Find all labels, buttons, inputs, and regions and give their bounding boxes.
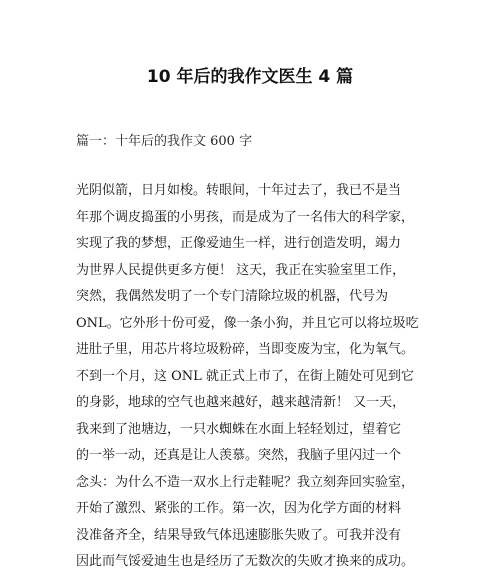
- section-heading: 篇一：十年后的我作文 600 字: [76, 134, 253, 149]
- text-line: ONL。它外形十份可爱，像一条小狗，并且它可以将垃圾吃: [76, 315, 419, 331]
- text-line: 我来到了池塘边，一只水蜘蛛在水面上轻轻划过，望着它: [76, 421, 402, 437]
- text-line: 开始了激烈、紧张的工作。第一次，因为化学方面的材料: [76, 501, 402, 516]
- text-line: 因此而气馁爱迪生也是经历了无数次的失败才换来的成功。: [76, 554, 415, 569]
- text-line: 实现了我的梦想，正像爱迪生一样，进行创造发明，竭力: [76, 236, 402, 251]
- text-line: 进肚子里，用芯片将垃圾粉碎，当即变废为宝，化为氧气。: [76, 342, 415, 357]
- text-line: 年那个调皮捣蛋的小男孩，而是成为了一名伟大的科学家，: [76, 209, 415, 225]
- body-text: [76, 182, 424, 580]
- text-line: 为世界人民提供更多方便！ 这天，我正在实验室里工作，: [76, 262, 406, 278]
- text-line: 光阴似箭，日月如梭。转眼间，十年过去了，我已不是当: [76, 183, 402, 198]
- document-title: 10 年后的我作文医生 4 篇: [146, 67, 354, 87]
- text-line: 突然，我偶然发明了一个专门清除垃圾的机器，代号为: [76, 289, 389, 304]
- text-line: 的身影，地球的空气也越来越好，越来越清新！ 又一天，: [76, 395, 406, 410]
- text-line: 不到一个月，这 ONL 就正式上市了，在街上随处可见到它: [76, 368, 414, 384]
- text-line: 的一举一动，还真是让人羡慕。突然，我脑子里闪过一个: [76, 448, 402, 463]
- text-line: 没准备齐全，结果导致气体迅速膨胀失败了。可我并没有: [76, 527, 402, 543]
- text-line: 念头：为什么不造一双水上行走鞋呢？我立刻奔回实验室，: [76, 474, 415, 490]
